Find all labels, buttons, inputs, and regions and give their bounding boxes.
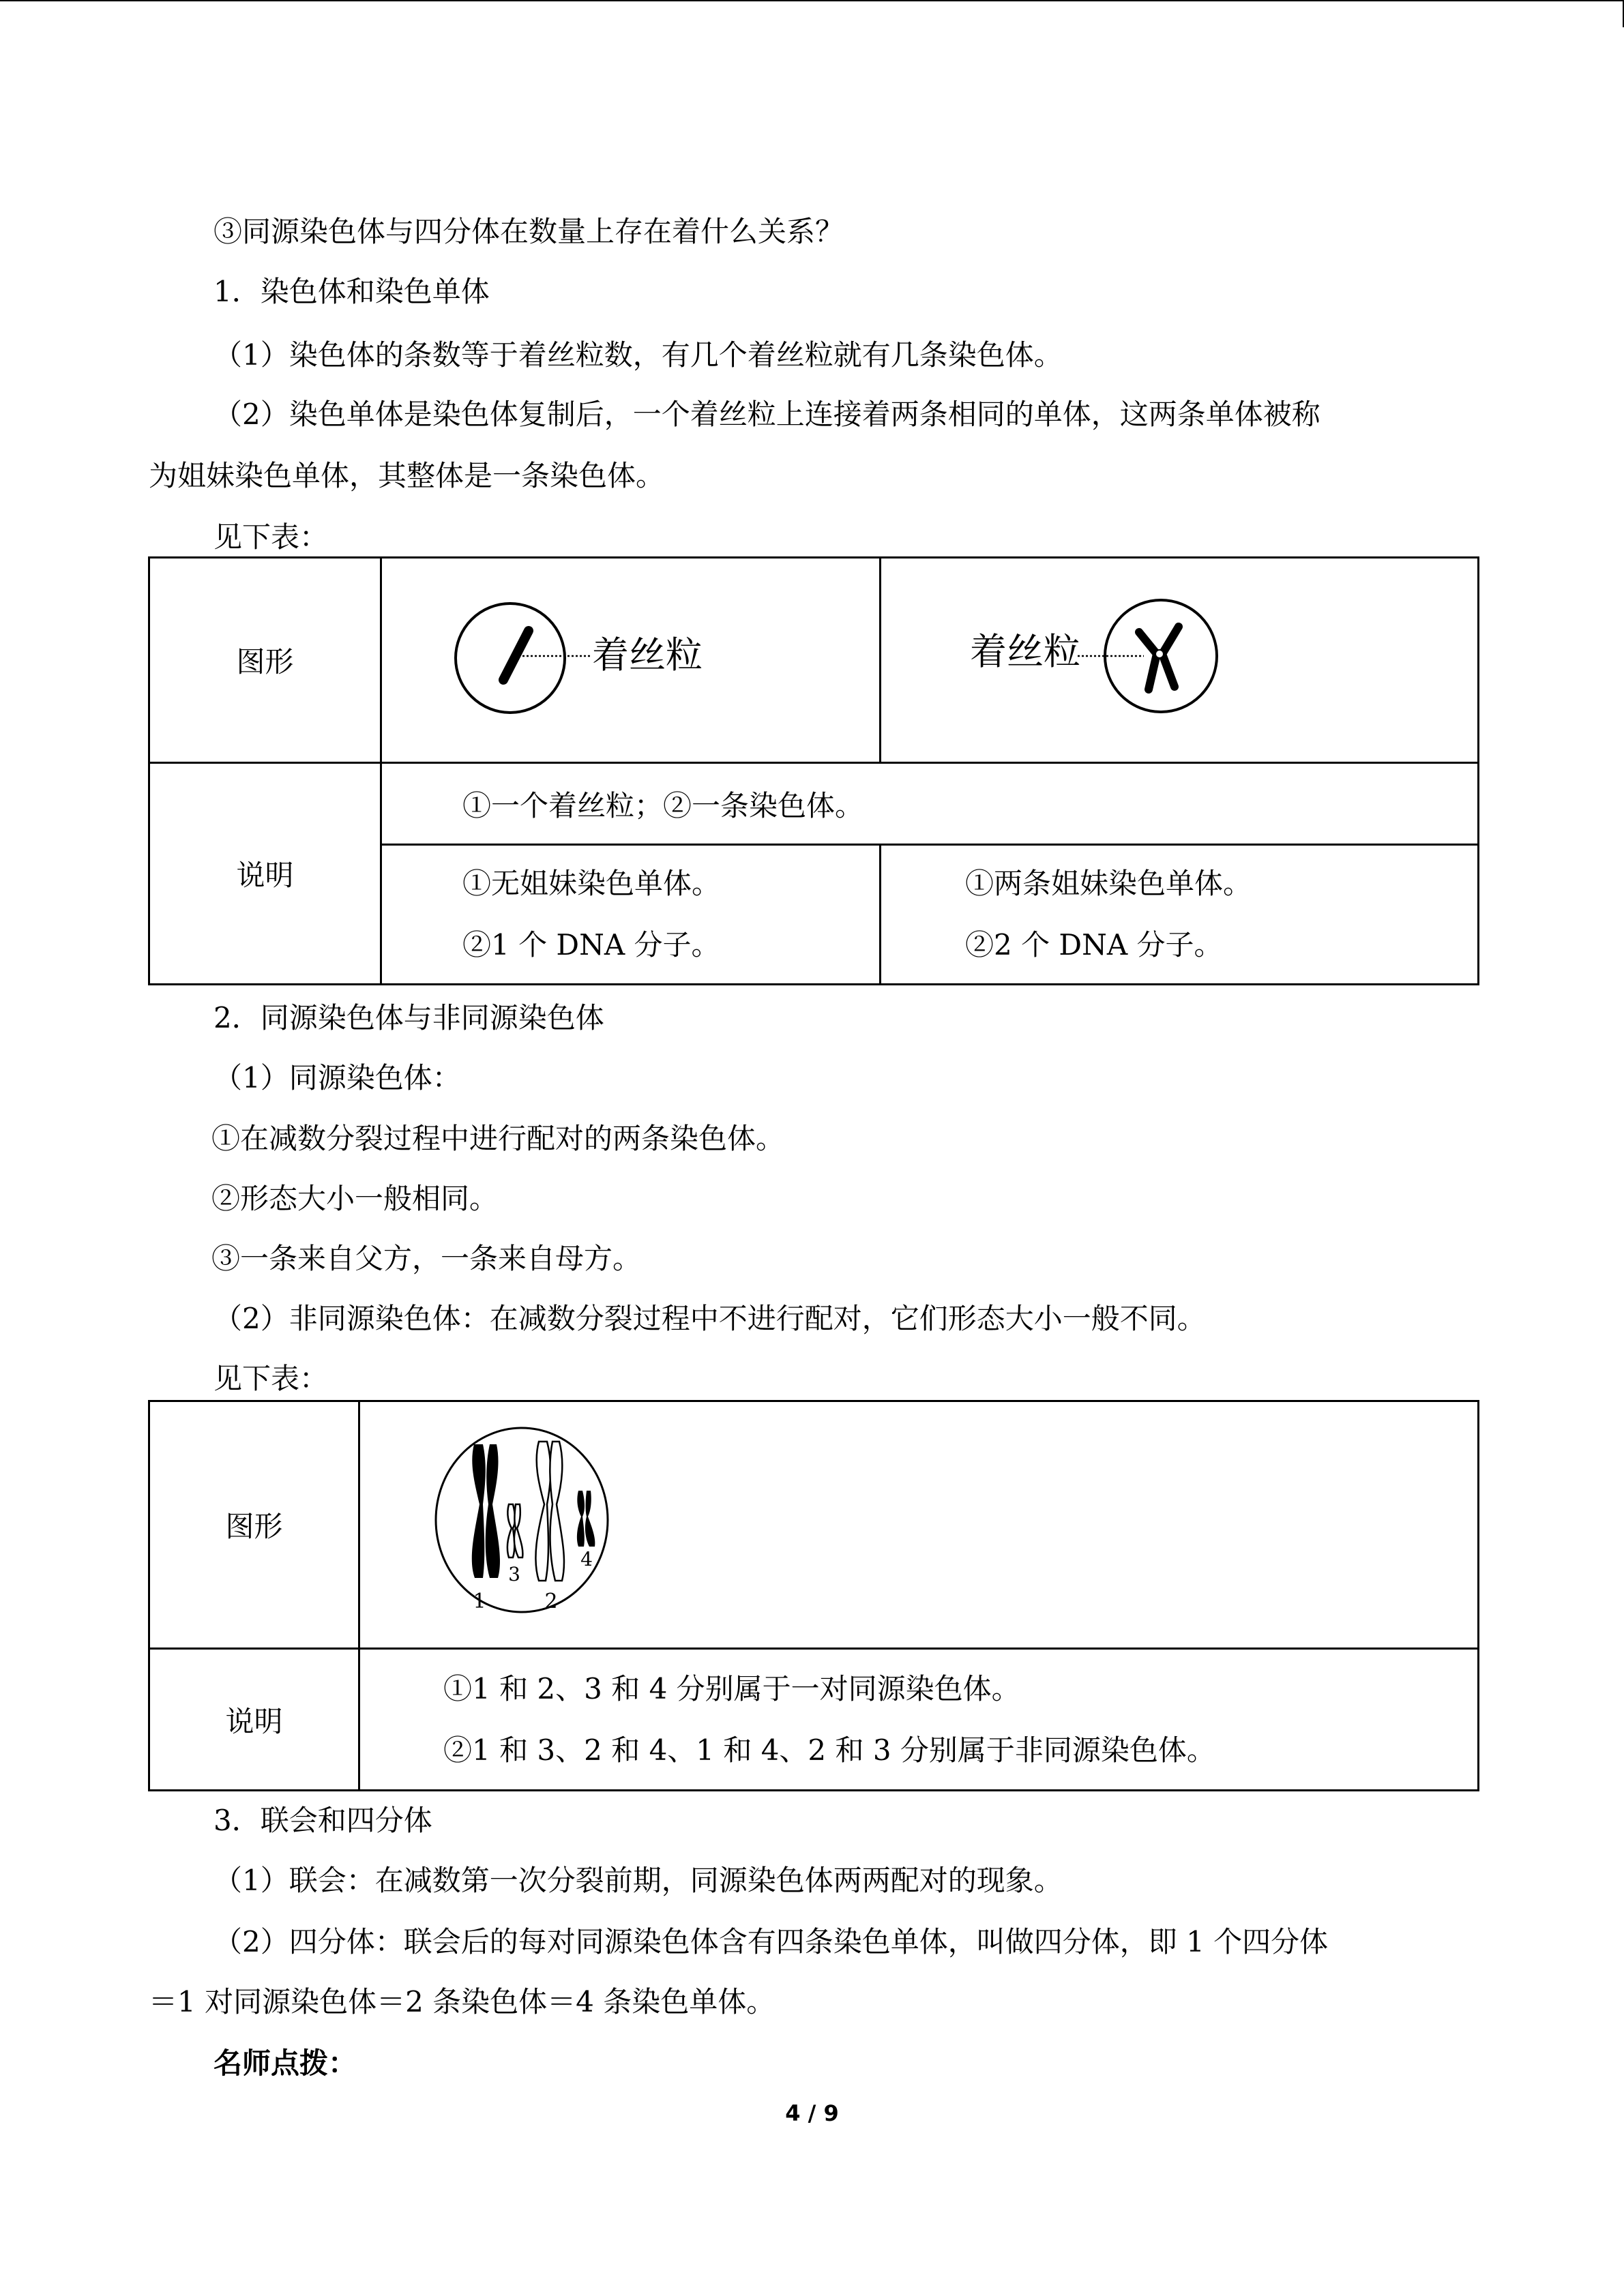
- section3-para1: （1）联会：在减数第一次分裂前期，同源染色体两两配对的现象。: [213, 1864, 1063, 1897]
- chromosome-1: [472, 1444, 500, 1578]
- section2-title: 2．同源染色体与非同源染色体: [213, 1001, 604, 1034]
- table2-shape-header: 图形: [149, 1401, 359, 1649]
- chromosome-table: [148, 556, 1479, 985]
- table1-left-desc: [381, 845, 881, 985]
- chromosome-2: [535, 1442, 564, 1581]
- centromere-label-right: 着丝粒: [970, 630, 1080, 673]
- section1-title: 1．染色体和染色单体: [213, 275, 490, 308]
- section1-para2-line1: （2）染色单体是染色体复制后，一个着丝粒上连接着两条相同的单体，这两条单体被称: [213, 398, 1320, 431]
- section1-para1: （1）染色体的条数等于着丝粒数，有几个着丝粒就有几条染色体。: [213, 338, 1063, 372]
- chromosome-label-2: 2: [544, 1590, 558, 1613]
- centromere-label-left: 着丝粒: [592, 633, 703, 676]
- intro-question: ③同源染色体与四分体在数量上存在着什么关系？: [213, 215, 844, 248]
- homologous-table: [148, 1400, 1479, 1791]
- duplicated-chromosome-figure: [881, 558, 1479, 755]
- chromosome-4: [577, 1491, 595, 1547]
- table1-shape-header: 图形: [149, 558, 381, 763]
- right-desc-line2: ②2 个 DNA 分子。: [965, 928, 1223, 961]
- single-chromosome-figure: [382, 558, 881, 755]
- page-number: 4 / 9: [785, 2100, 839, 2126]
- table1-figure-single: [381, 558, 881, 763]
- table2-desc-header: 说明: [149, 1649, 359, 1791]
- table2-figure: [359, 1401, 1479, 1649]
- section3-title: 3．联会和四分体: [213, 1804, 432, 1837]
- table1-right-desc: [881, 845, 1479, 985]
- table2-desc: [359, 1649, 1479, 1791]
- table2-desc-line2: ②1 和 3、2 和 4、1 和 4、2 和 3 分别属于非同源染色体。: [443, 1733, 1215, 1767]
- section2-see-table: 见下表：: [213, 1362, 329, 1395]
- section1-see-table: 见下表：: [213, 520, 329, 554]
- right-desc-line1: ①两条姐妹染色单体。: [965, 867, 1252, 900]
- section2-item1: ①在减数分裂过程中进行配对的两条染色体。: [211, 1122, 785, 1155]
- homologous-chromosomes-figure: [360, 1402, 1479, 1641]
- chromosome-label-1: 1: [473, 1590, 486, 1613]
- chromosome-label-4: 4: [580, 1548, 593, 1570]
- section3-para2-line1: （2）四分体：联会后的每对同源染色体含有四条染色单体，叫做四分体，即 1 个四分体: [213, 1925, 1329, 1958]
- section2-item3: ③一条来自父方，一条来自母方。: [211, 1242, 642, 1275]
- sister-chromatid-2: [1162, 627, 1179, 687]
- left-desc-line1: ①无姐妹染色单体。: [462, 867, 721, 900]
- page-top-border: [0, 0, 1624, 1]
- table1-shared-desc: ①一个着丝粒；②一条染色体。: [381, 763, 1479, 845]
- table1-figure-double: [881, 558, 1479, 763]
- section3-para2-line2: ＝1 对同源染色体＝2 条染色体＝4 条染色单体。: [149, 1985, 776, 2018]
- section1-para2-line2: 为姐妹染色单体，其整体是一条染色体。: [149, 459, 665, 492]
- chromosome-3: [507, 1504, 522, 1557]
- section2-item2: ②形态大小一般相同。: [211, 1182, 499, 1215]
- tip-heading: 名师点拨：: [213, 2046, 357, 2080]
- section2-para1: （1）同源染色体：: [213, 1061, 461, 1094]
- centromere-dot: [1155, 650, 1164, 658]
- left-desc-line2: ②1 个 DNA 分子。: [462, 928, 720, 961]
- chromosome-label-3: 3: [508, 1563, 520, 1585]
- sister-chromatid-1: [1139, 632, 1157, 689]
- table2-desc-line1: ①1 和 2、3 和 4 分别属于一对同源染色体。: [443, 1671, 1020, 1705]
- table1-desc-header: 说明: [149, 763, 381, 985]
- section2-para2: （2）非同源染色体：在减数分裂过程中不进行配对，它们形态大小一般不同。: [213, 1302, 1206, 1335]
